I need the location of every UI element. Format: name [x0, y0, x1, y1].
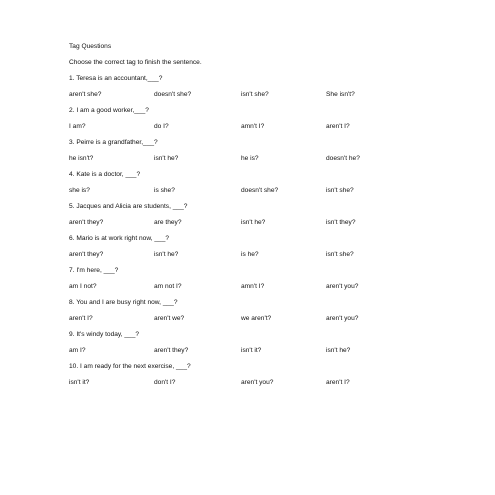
- options-row-2: [69, 123, 399, 131]
- option-10a: isn't it?: [69, 379, 90, 386]
- question-3: 3. Peirre is a grandfather,___?: [69, 139, 158, 146]
- option-3d: doesn't he?: [326, 155, 360, 162]
- option-8a: aren't I?: [69, 315, 93, 322]
- option-1c: isn't she?: [241, 91, 269, 98]
- options-row-1: [69, 91, 399, 99]
- option-2d: aren't I?: [326, 123, 350, 130]
- option-7a: am I not?: [69, 283, 97, 290]
- question-4: 4. Kate is a doctor, ___?: [69, 171, 141, 178]
- option-6c: is he?: [241, 251, 259, 258]
- option-1a: aren't she?: [69, 91, 102, 98]
- option-9b: aren't they?: [154, 347, 189, 354]
- options-row-4: [69, 187, 399, 195]
- worksheet: [69, 43, 399, 395]
- option-7b: am not I?: [154, 283, 182, 290]
- options-row-5: [69, 219, 399, 227]
- question-6: 6. Mario is at work right now, ___?: [69, 235, 170, 242]
- option-8b: aren't we?: [154, 315, 185, 322]
- option-9c: isn't it?: [241, 347, 262, 354]
- question-1: 1. Teresa is an accountant,___?: [69, 75, 163, 82]
- option-5d: isn't they?: [326, 219, 356, 226]
- option-2b: do I?: [154, 123, 169, 130]
- worksheet-title: Tag Questions: [69, 43, 112, 50]
- option-1b: doesn't she?: [154, 91, 192, 98]
- option-6a: aren't they?: [69, 251, 104, 258]
- question-5: 5. Jacques and Alicia are students, ___?: [69, 203, 188, 210]
- options-row-7: [69, 283, 399, 291]
- option-3c: he is?: [241, 155, 259, 162]
- option-6b: isn't he?: [154, 251, 179, 258]
- option-9a: am I?: [69, 347, 86, 354]
- option-5b: are they?: [154, 219, 182, 226]
- option-4b: is she?: [154, 187, 175, 194]
- question-10: 10. I am ready for the next exercise, ___?: [69, 363, 191, 370]
- option-6d: isn't she?: [326, 251, 354, 258]
- worksheet-instructions: Choose the correct tag to finish the sentence.: [69, 59, 202, 66]
- question-7: 7. I'm here, ___?: [69, 267, 119, 274]
- question-2: 2. I am a good worker,___?: [69, 107, 149, 114]
- question-8: 8. You and I are busy right now, ___?: [69, 299, 178, 306]
- option-7d: aren't you?: [326, 283, 359, 290]
- options-row-10: [69, 379, 399, 387]
- option-2c: amn't I?: [241, 123, 265, 130]
- options-row-9: [69, 347, 399, 355]
- options-row-3: [69, 155, 399, 163]
- option-10b: don't I?: [154, 379, 176, 386]
- option-1d: She isn't?: [326, 91, 355, 98]
- option-4c: doesn't she?: [241, 187, 279, 194]
- option-7c: amn't I?: [241, 283, 265, 290]
- option-5c: isn't he?: [241, 219, 266, 226]
- option-4a: she is?: [69, 187, 90, 194]
- option-4d: isn't she?: [326, 187, 354, 194]
- option-9d: isn't he?: [326, 347, 351, 354]
- question-9: 9. It's windy today, ___?: [69, 331, 140, 338]
- option-10d: aren't I?: [326, 379, 350, 386]
- option-8c: we aren't?: [241, 315, 272, 322]
- option-5a: aren't they?: [69, 219, 104, 226]
- options-row-8: [69, 315, 399, 323]
- option-2a: I am?: [69, 123, 86, 130]
- options-row-6: [69, 251, 399, 259]
- option-3b: isn't he?: [154, 155, 179, 162]
- option-8d: aren't you?: [326, 315, 359, 322]
- option-10c: aren't you?: [241, 379, 274, 386]
- option-3a: he isn't?: [69, 155, 94, 162]
